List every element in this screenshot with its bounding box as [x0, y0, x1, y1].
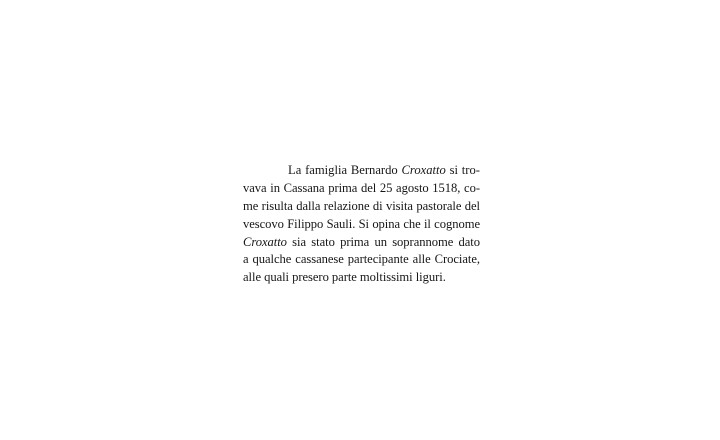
- text-line: [243, 269, 480, 287]
- text-line: [243, 180, 480, 198]
- text-span: alle quali presero parte moltissimi liguri.: [243, 270, 446, 285]
- text-span: me risulta dalla relazione di visita pastorale del: [243, 198, 480, 213]
- text-span: vescovo Filippo Sauli. Si opina che il cognome: [243, 216, 480, 231]
- text-line: [243, 251, 480, 269]
- text-span: si tro-: [445, 163, 480, 177]
- surname-italic: Croxatto: [401, 163, 446, 177]
- text-span: sia stato prima un soprannome dato: [286, 234, 480, 249]
- text-span: vava in Cassana prima del 25 agosto 1518, co-: [243, 180, 480, 195]
- text-line: [243, 234, 480, 252]
- text-span: La famiglia Bernardo: [288, 163, 402, 177]
- text-line: [243, 198, 480, 216]
- text-line: [243, 216, 480, 234]
- text-span: a qualche cassanese partecipante alle Crociate,: [243, 252, 480, 267]
- text-paragraph: [243, 162, 480, 287]
- text-line: [243, 162, 480, 180]
- surname-italic: Croxatto: [243, 234, 287, 249]
